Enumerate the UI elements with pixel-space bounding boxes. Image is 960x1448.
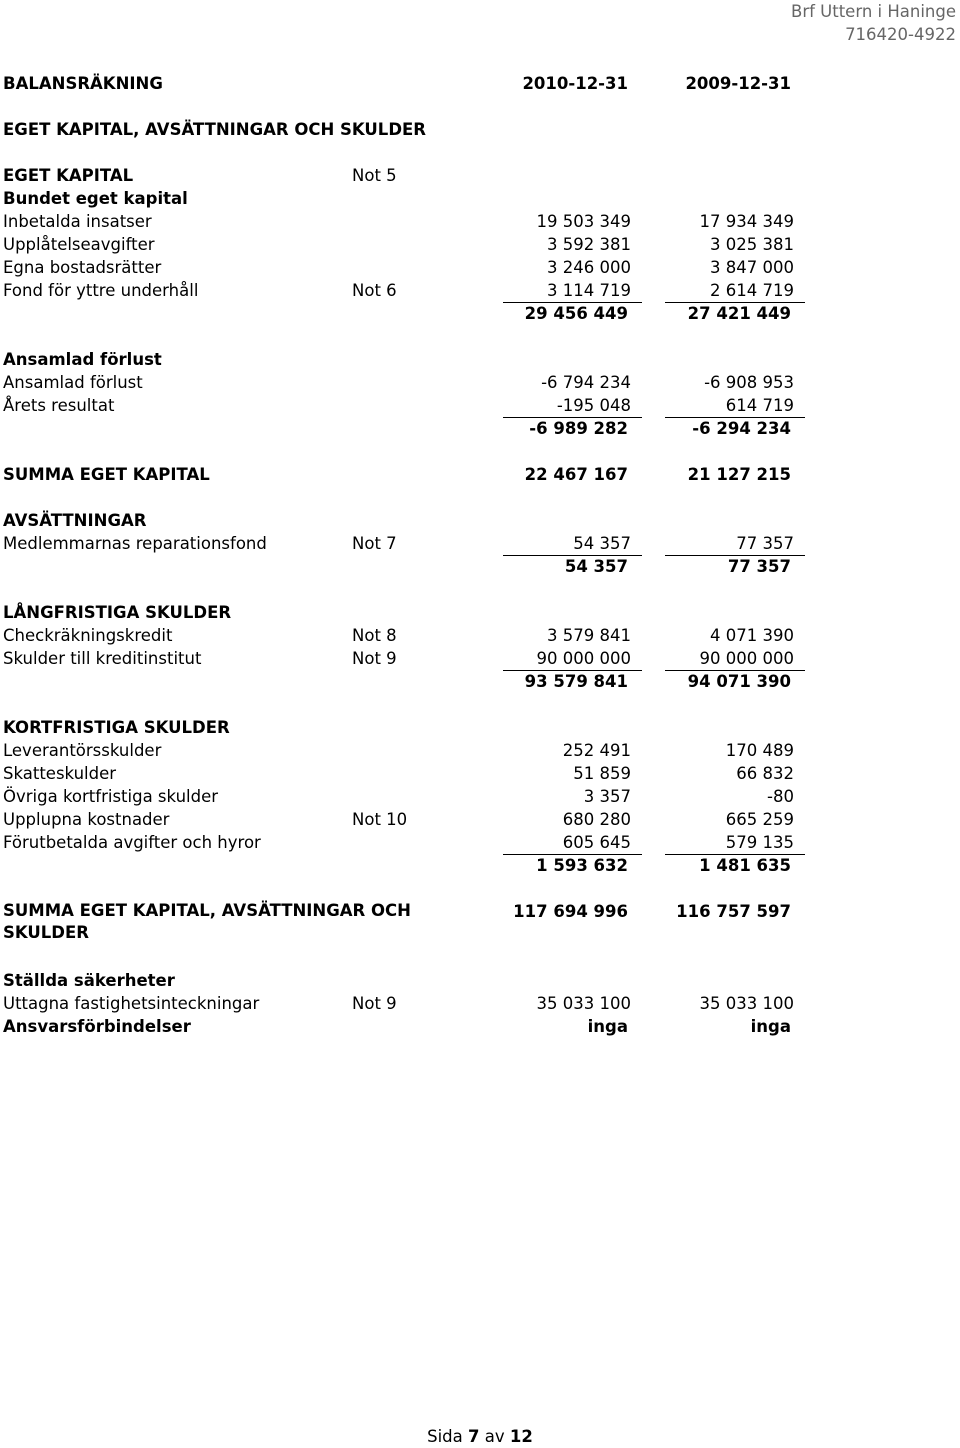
value-2009: 3 025 381 bbox=[710, 235, 794, 254]
value-2010: 3 579 841 bbox=[547, 626, 631, 645]
table-row bbox=[3, 72, 803, 95]
subtotal-rule bbox=[665, 555, 805, 556]
row-label: Upplåtelseavgifter bbox=[3, 235, 155, 254]
row-label: Skatteskulder bbox=[3, 764, 117, 783]
value-2010: 1 593 632 bbox=[536, 856, 628, 875]
value-2010: 29 456 449 bbox=[524, 304, 628, 323]
value-2009: 2009-12-31 bbox=[685, 74, 791, 93]
value-2009: 94 071 390 bbox=[687, 672, 791, 691]
page-separator: av bbox=[484, 1427, 505, 1446]
value-2009: 614 719 bbox=[725, 396, 794, 415]
table-row bbox=[3, 1015, 803, 1038]
value-2010: 2010-12-31 bbox=[522, 74, 628, 93]
row-label: Inbetalda insatser bbox=[3, 212, 152, 231]
row-note: Not 7 bbox=[352, 534, 397, 553]
row-label: Bundet eget kapital bbox=[3, 189, 188, 208]
value-2010: 51 859 bbox=[573, 764, 631, 783]
table-row bbox=[3, 463, 803, 486]
page-number: 7 bbox=[468, 1427, 480, 1446]
row-label: Ställda säkerheter bbox=[3, 971, 175, 990]
value-2010: 19 503 349 bbox=[536, 212, 631, 231]
table-row bbox=[3, 992, 803, 1015]
value-2010: 54 357 bbox=[573, 534, 631, 553]
value-2010: 605 645 bbox=[562, 833, 631, 852]
row-label: Skulder till kreditinstitut bbox=[3, 649, 202, 668]
subtotal-rule bbox=[503, 555, 642, 556]
table-row bbox=[3, 854, 803, 877]
table-row bbox=[3, 532, 803, 555]
row-label: KORTFRISTIGA SKULDER bbox=[3, 718, 230, 737]
value-2009: 66 832 bbox=[736, 764, 794, 783]
page-footer bbox=[0, 1425, 960, 1448]
organization-name: Brf Uttern i Haninge bbox=[791, 2, 956, 21]
value-2009: inga bbox=[750, 1017, 791, 1036]
organization-number: 716420-4922 bbox=[845, 25, 956, 44]
page-header bbox=[791, 0, 956, 46]
table-row bbox=[3, 808, 803, 831]
value-2009: 1 481 635 bbox=[699, 856, 791, 875]
table-row bbox=[3, 371, 803, 394]
value-2009: -80 bbox=[767, 787, 794, 806]
row-label: Leverantörsskulder bbox=[3, 741, 162, 760]
subtotal-rule bbox=[665, 417, 805, 418]
value-2009: 4 071 390 bbox=[710, 626, 794, 645]
value-2010: 3 246 000 bbox=[547, 258, 631, 277]
value-2009: -6 294 234 bbox=[692, 419, 791, 438]
table-row bbox=[3, 118, 803, 141]
value-2009: 579 135 bbox=[725, 833, 794, 852]
table-row bbox=[3, 716, 803, 739]
row-note: Not 6 bbox=[352, 281, 397, 300]
row-label: Ansamlad förlust bbox=[3, 373, 143, 392]
value-2009: 3 847 000 bbox=[710, 258, 794, 277]
row-label: Upplupna kostnader bbox=[3, 810, 170, 829]
row-note: Not 9 bbox=[352, 649, 397, 668]
table-row bbox=[3, 624, 803, 647]
value-2010: 35 033 100 bbox=[536, 994, 631, 1013]
table-row bbox=[3, 601, 803, 624]
table-row bbox=[3, 762, 803, 785]
value-2010: inga bbox=[587, 1017, 628, 1036]
value-2010: 3 592 381 bbox=[547, 235, 631, 254]
subtotal-rule bbox=[503, 417, 642, 418]
value-2010: -6 794 234 bbox=[541, 373, 631, 392]
value-2009: 27 421 449 bbox=[687, 304, 791, 323]
table-row bbox=[3, 302, 803, 325]
value-2009: 2 614 719 bbox=[710, 281, 794, 300]
value-2010: 3 114 719 bbox=[547, 281, 631, 300]
row-label: Uttagna fastighetsinteckningar bbox=[3, 994, 260, 1013]
page-total: 12 bbox=[509, 1427, 533, 1446]
table-row bbox=[3, 394, 803, 417]
subtotal-rule bbox=[503, 854, 642, 855]
row-label: SUMMA EGET KAPITAL bbox=[3, 465, 210, 484]
page-prefix: Sida bbox=[427, 1427, 463, 1446]
value-2010: 54 357 bbox=[564, 557, 628, 576]
value-2010: -195 048 bbox=[556, 396, 631, 415]
value-2009: 170 489 bbox=[725, 741, 794, 760]
row-note: Not 5 bbox=[352, 166, 397, 185]
value-2009: 77 357 bbox=[736, 534, 794, 553]
table-row bbox=[3, 670, 803, 693]
value-2010: 90 000 000 bbox=[536, 649, 631, 668]
table-row bbox=[3, 348, 803, 371]
table-row bbox=[3, 969, 803, 992]
table-row bbox=[3, 739, 803, 762]
value-2010: -6 989 282 bbox=[529, 419, 628, 438]
subtotal-rule bbox=[665, 854, 805, 855]
subtotal-rule bbox=[503, 670, 642, 671]
row-label: EGET KAPITAL, AVSÄTTNINGAR OCH SKULDER bbox=[3, 120, 426, 139]
row-label: Fond för yttre underhåll bbox=[3, 281, 199, 300]
value-2009: 116 757 597 bbox=[676, 902, 791, 921]
row-label: Egna bostadsrätter bbox=[3, 258, 162, 277]
table-row bbox=[3, 187, 803, 210]
table-row bbox=[3, 210, 803, 233]
value-2009: 35 033 100 bbox=[699, 994, 794, 1013]
row-label: Årets resultat bbox=[3, 396, 115, 415]
subtotal-rule bbox=[665, 302, 805, 303]
table-row bbox=[3, 279, 803, 302]
row-label: SUMMA EGET KAPITAL, AVSÄTTNINGAR OCH SKULDER bbox=[3, 901, 411, 942]
value-2010: 22 467 167 bbox=[524, 465, 628, 484]
row-label: AVSÄTTNINGAR bbox=[3, 511, 147, 530]
row-note: Not 10 bbox=[352, 810, 408, 829]
row-label: EGET KAPITAL bbox=[3, 166, 134, 185]
table-row bbox=[3, 233, 803, 256]
row-label: Förutbetalda avgifter och hyror bbox=[3, 833, 261, 852]
row-label: Övriga kortfristiga skulder bbox=[3, 787, 219, 806]
value-2009: -6 908 953 bbox=[704, 373, 794, 392]
row-label: BALANSRÄKNING bbox=[3, 74, 163, 93]
table-row bbox=[3, 164, 803, 187]
table-row bbox=[3, 555, 803, 578]
table-row bbox=[3, 509, 803, 532]
value-2009: 665 259 bbox=[725, 810, 794, 829]
table-row bbox=[3, 417, 803, 440]
row-note: Not 9 bbox=[352, 994, 397, 1013]
value-2009: 21 127 215 bbox=[687, 465, 791, 484]
table-row bbox=[3, 831, 803, 854]
value-2009: 77 357 bbox=[727, 557, 791, 576]
value-2009: 17 934 349 bbox=[699, 212, 794, 231]
row-label: Medlemmarnas reparationsfond bbox=[3, 534, 267, 553]
table-row bbox=[3, 900, 803, 942]
value-2010: 3 357 bbox=[583, 787, 631, 806]
subtotal-rule bbox=[665, 670, 805, 671]
value-2010: 252 491 bbox=[562, 741, 631, 760]
row-label: Ansamlad förlust bbox=[3, 350, 162, 369]
row-label: LÅNGFRISTIGA SKULDER bbox=[3, 603, 232, 622]
value-2010: 680 280 bbox=[562, 810, 631, 829]
value-2009: 90 000 000 bbox=[699, 649, 794, 668]
table-row bbox=[3, 785, 803, 808]
value-2010: 93 579 841 bbox=[524, 672, 628, 691]
row-note: Not 8 bbox=[352, 626, 397, 645]
table-row bbox=[3, 256, 803, 279]
value-2010: 117 694 996 bbox=[513, 902, 628, 921]
table-row bbox=[3, 647, 803, 670]
row-label: Ansvarsförbindelser bbox=[3, 1017, 191, 1036]
subtotal-rule bbox=[503, 302, 642, 303]
row-label: Checkräkningskredit bbox=[3, 626, 173, 645]
